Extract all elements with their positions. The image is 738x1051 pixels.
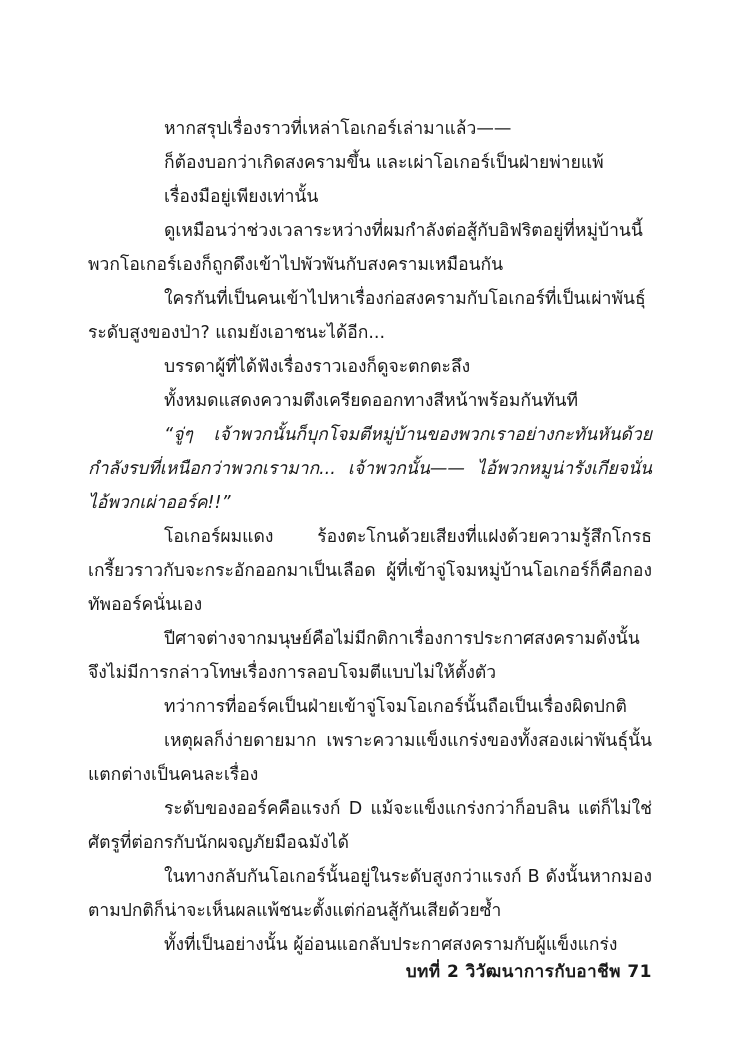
paragraph: ทั้งหมดแสดงความตึงเครียดออกทางสีหน้าพร้อมกันทันที xyxy=(164,391,579,411)
paragraph: ในทางกลับกันโอเกอร์นั้นอยู่ในระดับสูงกว่าแรงก์ B ดังนั้นหากมองตามปกติก็น่าจะเห็นผลแพ้ชนะตั้งแต่ก่อนสู้กันเสียด้วยซ้ำ xyxy=(88,867,652,921)
page-footer: บทที่ 2 วิวัฒนาการกับอาชีพ 71 xyxy=(405,962,652,982)
page-body xyxy=(88,112,652,962)
paragraph: เหตุผลก็ง่ายดายมาก เพราะความแข็งแกร่งของทั้งสองเผ่าพันธุ์นั้นแตกต่างเป็นคนละเรื่อง xyxy=(88,731,652,785)
paragraph: ก็ต้องบอกว่าเกิดสงครามขึ้น และเผ่าโอเกอร์เป็นฝ่ายพ่ายแพ้ xyxy=(164,153,604,173)
paragraph: หากสรุปเรื่องราวที่เหล่าโอเกอร์เล่ามาแล้ว—— xyxy=(164,119,512,139)
paragraph: ทว่าการที่ออร์คเป็นฝ่ายเข้าจู่โจมโอเกอร์นั้นถือเป็นเรื่องผิดปกติ xyxy=(164,697,627,717)
paragraph: ทั้งที่เป็นอย่างนั้น ผู้อ่อนแอกลับประกาศสงครามกับผู้แข็งแกร่ง xyxy=(164,935,618,955)
paragraph: บรรดาผู้ที่ได้ฟังเรื่องราวเองก็ดูจะตกตะลึง xyxy=(164,357,471,377)
paragraph: เรื่องมือยู่เพียงเท่านั้น xyxy=(164,187,319,207)
dialogue-paragraph: “จู่ๆ เจ้าพวกนั้นก็บุกโจมตีหมู่บ้านของพวกเราอย่างกะทันหันด้วยกำลังรบที่เหนือกว่าพวกเรามาก... เจ้าพวกนั้น—— ไอ้พวกหมูน่ารังเกียจนั่น ไอ้พวกเผ่าออร์ค!!” xyxy=(88,425,652,513)
paragraph: ดูเหมือนว่าช่วงเวลาระหว่างที่ผมกำลังต่อสู้กับอิฟริตอยู่ที่หมู่บ้านนี้ พวกโอเกอร์เองก็ถูกดึงเข้าไปพัวพันกับสงครามเหมือนกัน xyxy=(88,221,643,275)
paragraph: ปีศาจต่างจากมนุษย์คือไม่มีกติกาเรื่องการประกาศสงครามดังนั้นจึงไม่มีการกล่าวโทษเรื่องการลอบโจมตีแบบไม่ให้ตั้งตัว xyxy=(88,629,640,683)
paragraph: โอเกอร์ผมแดง ร้องตะโกนด้วยเสียงที่แฝงด้วยความรู้สึกโกรธเกรี้ยวราวกับจะกระอักออกมาเป็นเลือด ผู้ที่เข้าจู่โจมหมู่บ้านโอเกอร์ก็คือกองทัพออร์คนั่นเอง xyxy=(88,527,652,615)
paragraph: ใครกันที่เป็นคนเข้าไปหาเรื่องก่อสงครามกับโอเกอร์ที่เป็นเผ่าพันธุ์ระดับสูงของป่า? แถมยังเอาชนะได้อีก... xyxy=(88,289,646,343)
paragraph: ระดับของออร์คคือแรงก์ D แม้จะแข็งแกร่งกว่าก็อบลิน แต่ก็ไม่ใช่ศัตรูที่ต่อกรกับนักผจญภัยมือฉมังได้ xyxy=(88,799,652,853)
